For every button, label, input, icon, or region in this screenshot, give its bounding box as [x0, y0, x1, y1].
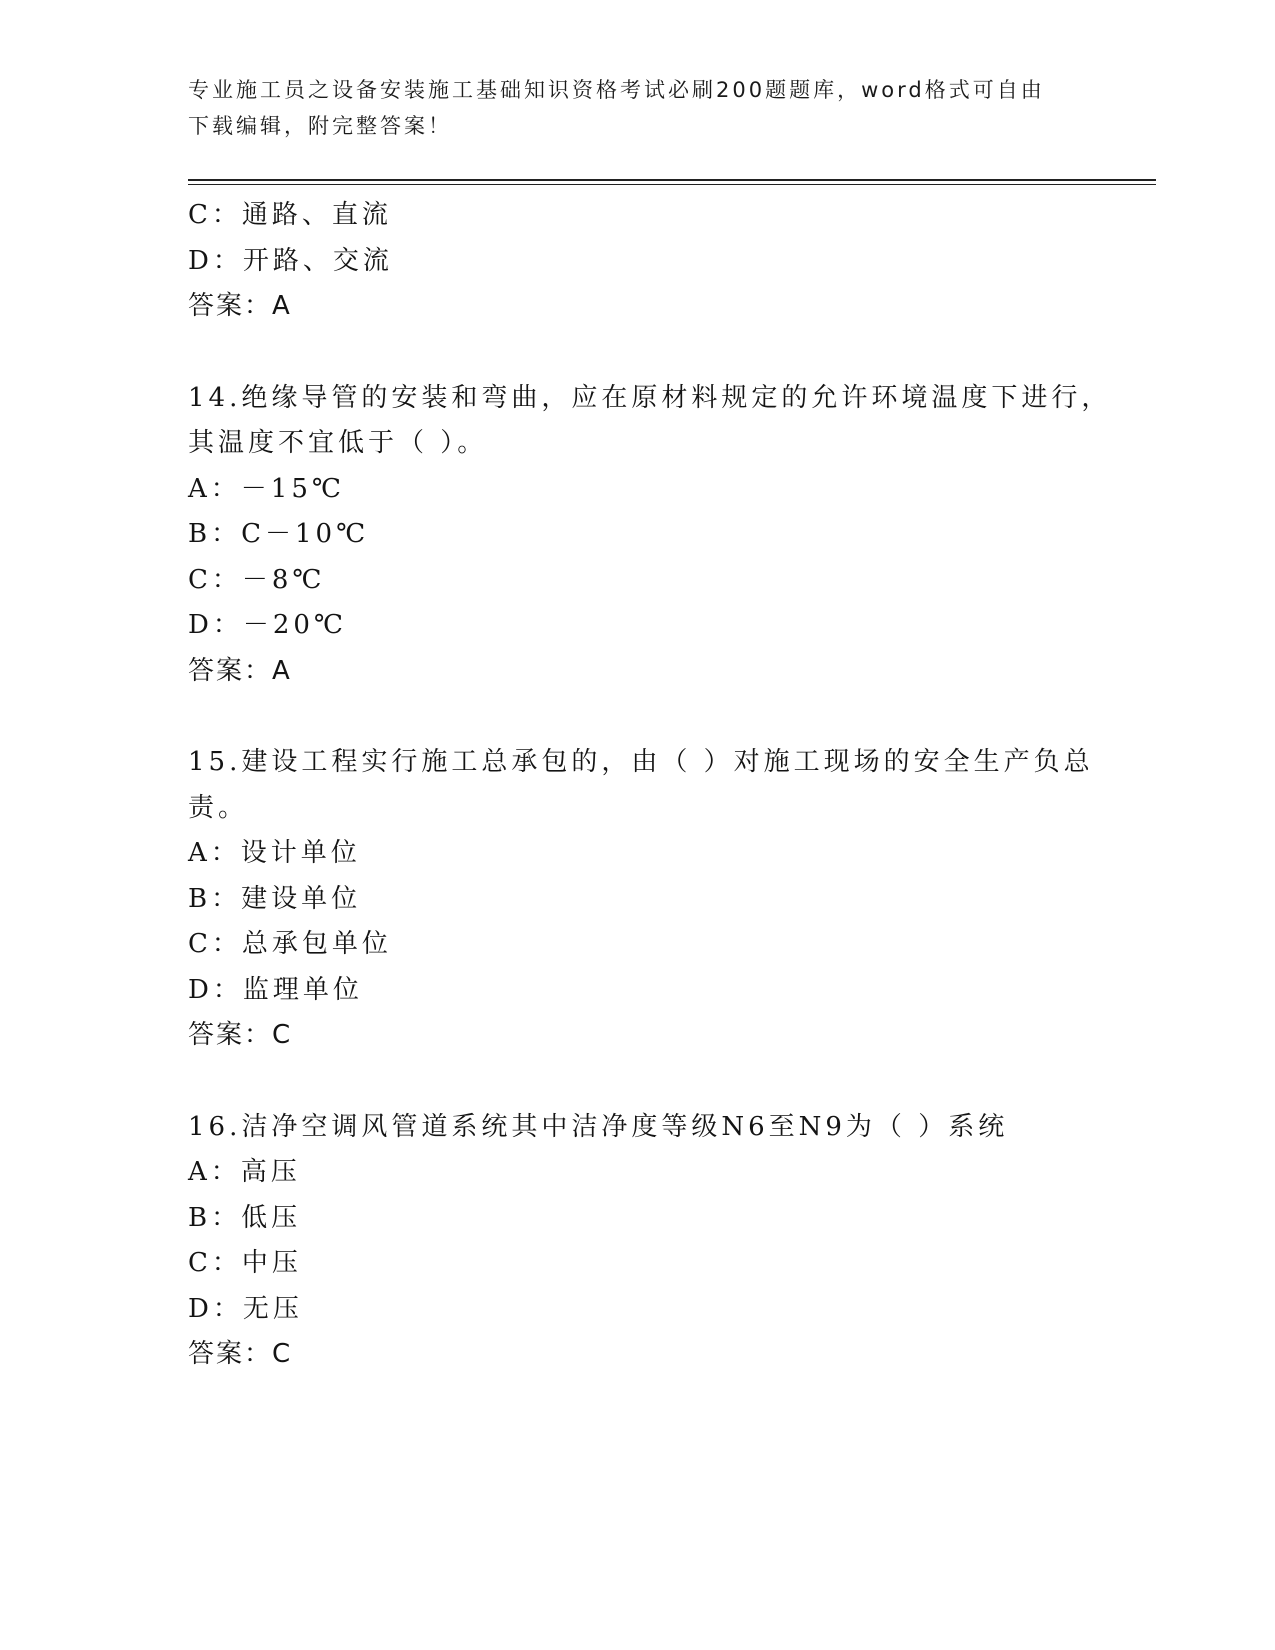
question-14	[188, 376, 1112, 695]
question-15	[188, 740, 1094, 1059]
question-stem: 14.绝缘导管的安装和弯曲，应在原材料规定的允许环境温度下进行，	[188, 382, 1112, 413]
answer-label: 答案：A	[188, 291, 292, 321]
answer-label: 答案：C	[188, 1339, 293, 1369]
option-c: C：－8℃	[188, 564, 326, 595]
question-stem: 16.洁净空调风管道系统其中洁净度等级N6至N9为（ ）系统	[188, 1111, 1009, 1142]
header-line-2: 下载编辑，附完整答案！	[188, 114, 452, 138]
answer-label: 答案：C	[188, 1020, 293, 1050]
option-a: A：设计单位	[188, 838, 361, 868]
document-header	[188, 72, 1088, 144]
question-13-remainder	[188, 193, 1088, 330]
option-b: B：建设单位	[188, 883, 362, 914]
option-c: C：总承包单位	[188, 929, 392, 959]
option-c: C：通路、直流	[188, 200, 392, 230]
option-c: C：中压	[188, 1248, 302, 1278]
question-list	[188, 193, 1112, 1378]
option-a: A：高压	[188, 1157, 301, 1187]
question-stem: 其温度不宜低于（ ）。	[188, 428, 488, 458]
header-divider-thick	[188, 179, 1156, 181]
question-stem: 15.建设工程实行施工总承包的，由（ ）对施工现场的安全生产负总	[188, 747, 1094, 777]
question-stem: 责。	[188, 792, 249, 823]
option-d: D：监理单位	[188, 974, 363, 1005]
option-d: D：－20℃	[188, 610, 348, 640]
option-b: B：C－10℃	[188, 519, 370, 549]
answer-label: 答案：A	[188, 655, 292, 686]
question-16	[188, 1105, 1088, 1378]
option-b: B：低压	[188, 1202, 302, 1233]
header-line-1: 专业施工员之设备安装施工基础知识资格考试必刷200题题库，word格式可自由	[188, 78, 1045, 102]
option-a: A：－15℃	[188, 473, 345, 504]
option-d: D：开路、交流	[188, 245, 393, 276]
option-d: D：无压	[188, 1293, 303, 1324]
header-divider-thin	[188, 184, 1156, 185]
